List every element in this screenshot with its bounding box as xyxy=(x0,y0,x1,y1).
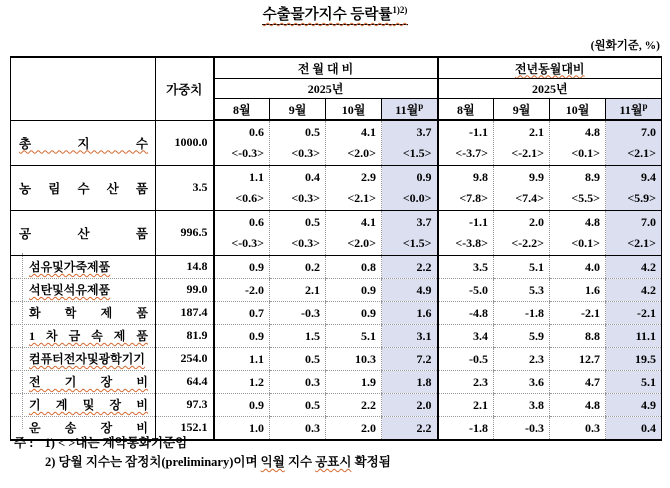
mom-value-cell: 2.0 xyxy=(382,393,438,416)
weight-cell: 187.4 xyxy=(156,301,214,324)
yoy-value-cell: 4.2 xyxy=(606,255,662,278)
yoy-value-cell: 4.8 xyxy=(550,393,606,416)
page-title-text: 수출물가지수 등락률 xyxy=(262,7,393,23)
yoy-value-cell: -4.8 xyxy=(438,301,494,324)
mom-value-cell: 0.9 xyxy=(214,324,270,347)
row-label: 섬유및가죽제품 xyxy=(11,255,156,278)
yoy-value-cell: -1.1 <-3.7> xyxy=(438,120,494,165)
weight-cell: 99.0 xyxy=(156,278,214,301)
mom-value-cell: 2.2 xyxy=(382,416,438,440)
yoy-value-cell: 5.1 xyxy=(494,255,550,278)
yoy-value-cell: 3.8 xyxy=(494,393,550,416)
yoy-value-cell: 4.2 xyxy=(606,278,662,301)
weight-cell: 14.8 xyxy=(156,255,214,278)
table-row xyxy=(11,324,662,347)
export-price-table xyxy=(10,56,662,441)
row-label: 총 지 수 xyxy=(11,120,156,165)
header-row-groups xyxy=(11,57,662,79)
yoy-value-cell: 12.7 xyxy=(550,347,606,370)
mom-value-cell: 1.2 xyxy=(214,370,270,393)
yoy-value-cell: 3.5 xyxy=(438,255,494,278)
table-row xyxy=(11,165,662,210)
yoy-value-cell: 8.8 xyxy=(550,324,606,347)
mom-value-cell: 2.2 xyxy=(326,393,382,416)
mom-value-cell: 0.5 xyxy=(270,393,326,416)
title-footnote-marks: 1)2) xyxy=(392,5,408,16)
yoy-value-cell: 2.1 <-2.1> xyxy=(494,120,550,165)
weight-cell: 152.1 xyxy=(156,416,214,440)
yoy-value-cell: 2.3 xyxy=(494,347,550,370)
yoy-value-cell: -5.0 xyxy=(438,278,494,301)
row-label: 기 계 및 장 비 xyxy=(11,393,156,416)
yoy-value-cell: 0.3 xyxy=(550,416,606,440)
month-header: 10월 xyxy=(550,99,606,121)
footnote-2: 2) 당월 지수는 잠정치(preliminary)이며 익월 지수 공표시 확정됨 xyxy=(45,455,391,469)
year-header-mom: 2025년 xyxy=(214,79,438,99)
mom-value-cell: 3.1 xyxy=(382,324,438,347)
mom-value-cell: 0.9 xyxy=(326,278,382,301)
yoy-value-cell: 4.7 xyxy=(550,370,606,393)
yoy-value-cell: 2.1 xyxy=(438,393,494,416)
mom-value-cell: 2.0 xyxy=(326,416,382,440)
mom-value-cell: 10.3 xyxy=(326,347,382,370)
weight-cell: 1000.0 xyxy=(156,120,214,165)
mom-value-cell: 5.1 xyxy=(326,324,382,347)
mom-value-cell: 4.1 <2.0> xyxy=(326,210,382,255)
mom-value-cell: 1.1 xyxy=(214,347,270,370)
table-row xyxy=(11,301,662,324)
yoy-value-cell: -2.1 xyxy=(550,301,606,324)
mom-value-cell: 1.5 xyxy=(270,324,326,347)
month-header: 8월 xyxy=(214,99,270,121)
yoy-value-cell: -2.1 xyxy=(606,301,662,324)
mom-value-cell: 2.9 <2.1> xyxy=(326,165,382,210)
index-table xyxy=(10,56,661,441)
group-header-mom: 전 월 대 비 xyxy=(214,57,438,79)
page-title xyxy=(0,3,670,24)
row-label: 운 송 장 비 xyxy=(11,416,156,440)
weight-cell: 81.9 xyxy=(156,324,214,347)
unit-note: (원화기준, %) xyxy=(590,40,660,52)
item-column-header xyxy=(11,57,156,120)
table-row xyxy=(11,370,662,393)
yoy-value-cell: 5.1 xyxy=(606,370,662,393)
weight-cell: 254.0 xyxy=(156,347,214,370)
mom-value-cell: -2.0 xyxy=(214,278,270,301)
yoy-value-cell: -1.8 xyxy=(438,416,494,440)
month-header-prelim: 11월$^p$ xyxy=(382,99,438,121)
yoy-value-cell: 0.4 xyxy=(606,416,662,440)
yoy-value-cell: -1.8 xyxy=(494,301,550,324)
yoy-value-cell: 2.0 <-2.2> xyxy=(494,210,550,255)
mom-value-cell: 0.5 xyxy=(270,347,326,370)
row-label: 1 차 금 속 제 품 xyxy=(11,324,156,347)
mom-value-cell: 0.8 xyxy=(326,255,382,278)
group-header-yoy: 전년동월대비 xyxy=(438,57,662,79)
year-header-yoy: 2025년 xyxy=(438,79,662,99)
mom-value-cell: 2.2 xyxy=(382,255,438,278)
yoy-value-cell: 3.4 xyxy=(438,324,494,347)
mom-value-cell: 1.0 xyxy=(214,416,270,440)
yoy-value-cell: 3.6 xyxy=(494,370,550,393)
row-label: 공 산 품 xyxy=(11,210,156,255)
table-row xyxy=(11,393,662,416)
mom-value-cell: 2.1 xyxy=(270,278,326,301)
footnotes xyxy=(14,434,391,472)
row-label: 화 학 제 품 xyxy=(11,301,156,324)
mom-value-cell: 3.7 <1.5> xyxy=(382,120,438,165)
mom-value-cell: 0.7 xyxy=(214,301,270,324)
yoy-value-cell: -0.3 xyxy=(494,416,550,440)
table-row xyxy=(11,347,662,370)
mom-value-cell: 0.5 <0.3> xyxy=(270,210,326,255)
mom-value-cell: 0.9 xyxy=(214,393,270,416)
mom-value-cell: 0.4 <0.3> xyxy=(270,165,326,210)
mom-value-cell: 4.1 <2.0> xyxy=(326,120,382,165)
month-header: 9월 xyxy=(494,99,550,121)
mom-value-cell: 0.9 xyxy=(326,301,382,324)
mom-value-cell: 0.5 <0.3> xyxy=(270,120,326,165)
table-row xyxy=(11,210,662,255)
month-header-prelim: 11월$^p$ xyxy=(606,99,662,121)
mom-value-cell: -0.3 xyxy=(270,301,326,324)
yoy-value-cell: 5.3 xyxy=(494,278,550,301)
table-row xyxy=(11,278,662,301)
subitem-indent-line xyxy=(22,253,23,429)
footnote-1: 주 : 1) < >내는 계약통화기준임 xyxy=(14,436,188,450)
yoy-value-cell: 4.8 <0.1> xyxy=(550,120,606,165)
table-row xyxy=(11,255,662,278)
mom-value-cell: 1.8 xyxy=(382,370,438,393)
mom-value-cell: 1.6 xyxy=(382,301,438,324)
mom-value-cell: 1.1 <0.6> xyxy=(214,165,270,210)
yoy-value-cell: 9.9 <7.4> xyxy=(494,165,550,210)
mom-value-cell: 0.6 <-0.3> xyxy=(214,210,270,255)
weight-cell: 996.5 xyxy=(156,210,214,255)
weight-cell: 3.5 xyxy=(156,165,214,210)
mom-value-cell: 0.9 xyxy=(214,255,270,278)
yoy-value-cell: 1.6 xyxy=(550,278,606,301)
mom-value-cell: 0.3 xyxy=(270,416,326,440)
footnote-label: 주 : xyxy=(14,436,34,450)
yoy-value-cell: 2.3 xyxy=(438,370,494,393)
mom-value-cell: 3.7 <1.5> xyxy=(382,210,438,255)
yoy-value-cell: 4.0 xyxy=(550,255,606,278)
mom-value-cell: 0.3 xyxy=(270,370,326,393)
yoy-value-cell: 4.8 <0.1> xyxy=(550,210,606,255)
yoy-value-cell: 7.0 <2.1> xyxy=(606,210,662,255)
yoy-value-cell: 7.0 <2.1> xyxy=(606,120,662,165)
row-label: 석탄및석유제품 xyxy=(11,278,156,301)
weight-column-header: 가중치 xyxy=(156,57,214,120)
yoy-value-cell: 11.1 xyxy=(606,324,662,347)
yoy-value-cell: 9.8 <7.8> xyxy=(438,165,494,210)
table-row xyxy=(11,120,662,165)
mom-value-cell: 1.9 xyxy=(326,370,382,393)
row-label: 농 림 수 산 품 xyxy=(11,165,156,210)
mom-value-cell: 0.9 <0.0> xyxy=(382,165,438,210)
yoy-value-cell: -0.5 xyxy=(438,347,494,370)
weight-cell: 97.3 xyxy=(156,393,214,416)
yoy-value-cell: -1.1 <-3.8> xyxy=(438,210,494,255)
yoy-value-cell: 4.9 xyxy=(606,393,662,416)
mom-value-cell: 4.9 xyxy=(382,278,438,301)
month-header: 9월 xyxy=(270,99,326,121)
row-label: 전 기 장 비 xyxy=(11,370,156,393)
yoy-value-cell: 5.9 xyxy=(494,324,550,347)
row-label: 컴퓨터전자및광학기기 xyxy=(11,347,156,370)
month-header: 10월 xyxy=(326,99,382,121)
weight-cell: 64.4 xyxy=(156,370,214,393)
mom-value-cell: 0.2 xyxy=(270,255,326,278)
yoy-value-cell: 19.5 xyxy=(606,347,662,370)
month-header: 8월 xyxy=(438,99,494,121)
yoy-value-cell: 9.4 <5.9> xyxy=(606,165,662,210)
yoy-value-cell: 8.9 <5.5> xyxy=(550,165,606,210)
mom-value-cell: 0.6 <-0.3> xyxy=(214,120,270,165)
mom-value-cell: 7.2 xyxy=(382,347,438,370)
